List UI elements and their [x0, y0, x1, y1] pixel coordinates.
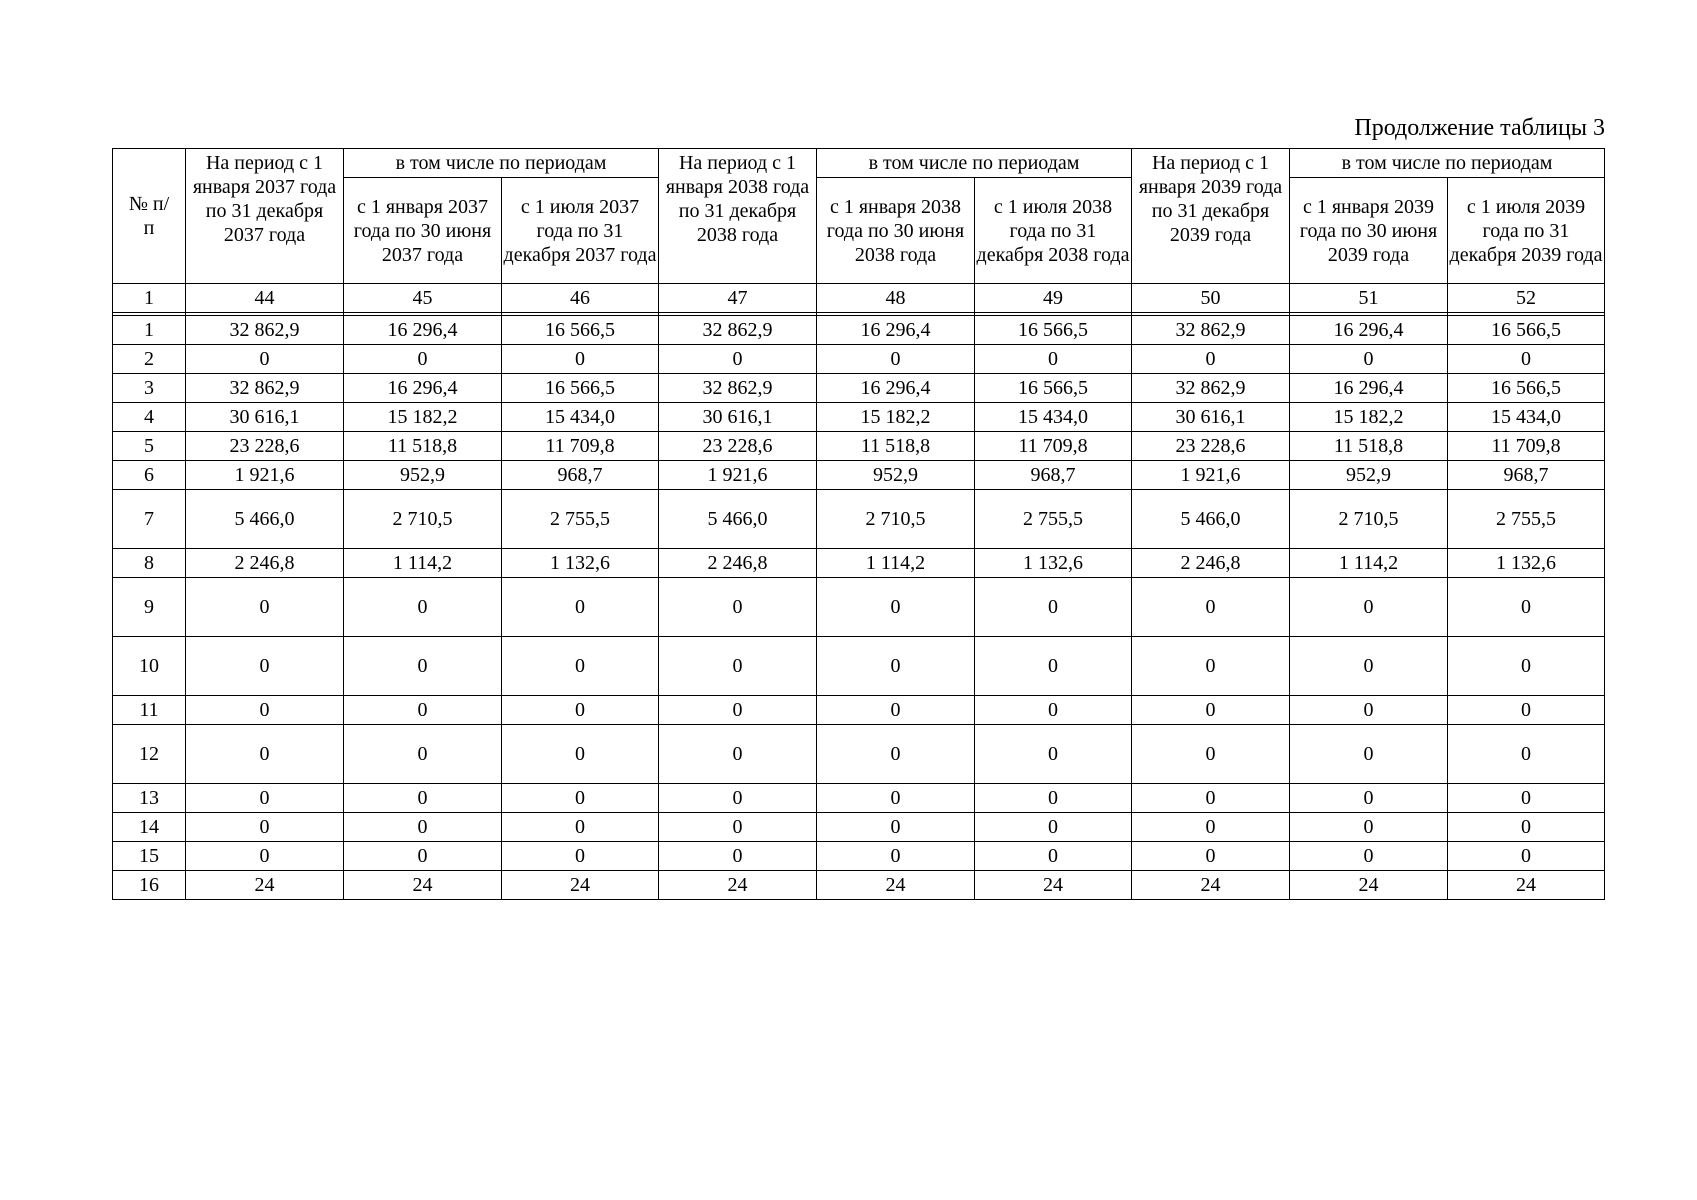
table-cell: 0: [1448, 637, 1605, 696]
table-cell: 0: [975, 784, 1132, 813]
row-number: 11: [113, 696, 186, 725]
table-cell: 5 466,0: [1132, 490, 1290, 549]
row-number: 2: [113, 345, 186, 374]
table-cell: 1 114,2: [344, 549, 502, 578]
column-number: 52: [1448, 284, 1605, 313]
table-cell: 0: [1290, 842, 1448, 871]
table-row: [113, 316, 1605, 345]
table-cell: 2 246,8: [659, 549, 817, 578]
table-cell: 0: [659, 784, 817, 813]
table-cell: 0: [659, 345, 817, 374]
table-cell: 30 616,1: [1132, 403, 1290, 432]
table-cell: 16 566,5: [1448, 316, 1605, 345]
header-h1-2037: с 1 января 2037 года по 30 июня 2037 года: [344, 178, 502, 284]
table-cell: 952,9: [817, 461, 975, 490]
table-cell: 0: [1132, 345, 1290, 374]
table-cell: 968,7: [975, 461, 1132, 490]
row-number: 16: [113, 871, 186, 900]
row-number: 8: [113, 549, 186, 578]
table-cell: 0: [502, 345, 659, 374]
table-cell: 16 566,5: [975, 316, 1132, 345]
table-cell: 2 710,5: [1290, 490, 1448, 549]
header-h2-2037: с 1 июля 2037 года по 31 декабря 2037 года: [502, 178, 659, 284]
table-cell: 1 921,6: [186, 461, 344, 490]
table-cell: 0: [659, 696, 817, 725]
row-number: 10: [113, 637, 186, 696]
table-cell: 0: [186, 784, 344, 813]
table-cell: 11 518,8: [1290, 432, 1448, 461]
table-cell: 0: [1132, 784, 1290, 813]
table-cell: 2 755,5: [502, 490, 659, 549]
table-cell: 0: [817, 345, 975, 374]
table-cell: 0: [502, 784, 659, 813]
table-cell: 32 862,9: [659, 316, 817, 345]
table-cell: 16 566,5: [1448, 374, 1605, 403]
table-row: [113, 637, 1605, 696]
header-h2-2038: с 1 июля 2038 года по 31 декабря 2038 года: [975, 178, 1132, 284]
row-number: 7: [113, 490, 186, 549]
row-number: 9: [113, 578, 186, 637]
table-cell: 16 566,5: [502, 316, 659, 345]
table-cell: 23 228,6: [186, 432, 344, 461]
table-cell: 16 566,5: [975, 374, 1132, 403]
table-cell: 0: [502, 637, 659, 696]
table-cell: 0: [1290, 345, 1448, 374]
table-cell: 2 710,5: [344, 490, 502, 549]
header-total-2038: На период с 1 января 2038 года по 31 декабря 2038 года: [659, 149, 817, 284]
row-number: 14: [113, 813, 186, 842]
table-cell: 32 862,9: [186, 374, 344, 403]
table-header: [113, 149, 1605, 284]
table-cell: 0: [1132, 725, 1290, 784]
column-number: 45: [344, 284, 502, 313]
row-number: 12: [113, 725, 186, 784]
table-cell: 1 114,2: [817, 549, 975, 578]
table-cell: 0: [1132, 578, 1290, 637]
table-row: [113, 696, 1605, 725]
row-number: 3: [113, 374, 186, 403]
table-cell: 16 296,4: [1290, 374, 1448, 403]
table-cell: 0: [1448, 578, 1605, 637]
table-cell: 24: [1132, 871, 1290, 900]
header-group-2037: в том числе по периодам: [344, 149, 659, 178]
row-number: 6: [113, 461, 186, 490]
table-cell: 0: [186, 842, 344, 871]
table-cell: 0: [817, 784, 975, 813]
table-cell: 0: [344, 696, 502, 725]
table-cell: 11 518,8: [817, 432, 975, 461]
table-cell: 0: [502, 842, 659, 871]
table-cell: 23 228,6: [659, 432, 817, 461]
table-cell: 0: [502, 725, 659, 784]
table-cell: 15 434,0: [1448, 403, 1605, 432]
table-cell: 32 862,9: [659, 374, 817, 403]
table-row: [113, 842, 1605, 871]
table-row: [113, 461, 1605, 490]
row-number: 4: [113, 403, 186, 432]
table-cell: 0: [659, 725, 817, 784]
table-cell: 16 296,4: [817, 374, 975, 403]
table-cell: 0: [502, 578, 659, 637]
table-cell: 0: [975, 345, 1132, 374]
table-cell: 0: [1290, 696, 1448, 725]
table-cell: 0: [186, 578, 344, 637]
table-cell: 0: [817, 637, 975, 696]
table-row: [113, 432, 1605, 461]
column-number-row: [113, 284, 1605, 313]
table-cell: 0: [817, 696, 975, 725]
header-h1-2039: с 1 января 2039 года по 30 июня 2039 года: [1290, 178, 1448, 284]
table-cell: 24: [1290, 871, 1448, 900]
table-cell: 0: [817, 725, 975, 784]
table-cell: 0: [344, 578, 502, 637]
table-cell: 0: [1132, 813, 1290, 842]
table-cell: 0: [975, 637, 1132, 696]
table-row: [113, 374, 1605, 403]
table-cell: 0: [1132, 696, 1290, 725]
table-cell: 0: [975, 578, 1132, 637]
table-cell: 968,7: [502, 461, 659, 490]
column-number: 1: [113, 284, 186, 313]
table-cell: 0: [1448, 725, 1605, 784]
header-group-2038: в том числе по периодам: [817, 149, 1132, 178]
table-cell: 16 296,4: [817, 316, 975, 345]
table-row: [113, 725, 1605, 784]
table-cell: 0: [344, 842, 502, 871]
table-cell: 15 182,2: [1290, 403, 1448, 432]
table-cell: 1 921,6: [1132, 461, 1290, 490]
table-cell: 0: [1448, 696, 1605, 725]
table-cell: 32 862,9: [1132, 374, 1290, 403]
column-number: 48: [817, 284, 975, 313]
table-cell: 1 132,6: [1448, 549, 1605, 578]
header-total-2037: На период с 1 января 2037 года по 31 декабря 2037 года: [186, 149, 344, 284]
table-cell: 0: [186, 345, 344, 374]
table-cell: 23 228,6: [1132, 432, 1290, 461]
table-cell: 0: [975, 813, 1132, 842]
header-num: № п/п: [113, 149, 186, 284]
table-cell: 30 616,1: [659, 403, 817, 432]
table-cell: 11 709,8: [975, 432, 1132, 461]
table-row: [113, 403, 1605, 432]
table-cell: 0: [344, 813, 502, 842]
table-cell: 0: [186, 813, 344, 842]
table-cell: 16 296,4: [344, 374, 502, 403]
table-cell: 24: [659, 871, 817, 900]
column-number: 49: [975, 284, 1132, 313]
table-row: [113, 813, 1605, 842]
table-row: [113, 345, 1605, 374]
table-cell: 1 921,6: [659, 461, 817, 490]
table-cell: 0: [1290, 784, 1448, 813]
table-cell: 0: [344, 725, 502, 784]
table-cell: 0: [659, 813, 817, 842]
table-cell: 0: [817, 578, 975, 637]
table-cell: 15 434,0: [502, 403, 659, 432]
table-cell: 0: [1448, 842, 1605, 871]
table-cell: 0: [344, 637, 502, 696]
table-cell: 32 862,9: [1132, 316, 1290, 345]
row-number: 15: [113, 842, 186, 871]
table-cell: 2 246,8: [186, 549, 344, 578]
header-h2-2039: с 1 июля 2039 года по 31 декабря 2039 года: [1448, 178, 1605, 284]
table-cell: 15 434,0: [975, 403, 1132, 432]
table-cell: 15 182,2: [344, 403, 502, 432]
table-cell: 5 466,0: [659, 490, 817, 549]
table-cell: 24: [186, 871, 344, 900]
table-cell: 2 755,5: [975, 490, 1132, 549]
table-cell: 0: [1290, 813, 1448, 842]
table-cell: 0: [975, 696, 1132, 725]
table-cell: 16 296,4: [344, 316, 502, 345]
table-cell: 0: [1290, 637, 1448, 696]
table-cell: 16 296,4: [1290, 316, 1448, 345]
table-cell: 11 709,8: [1448, 432, 1605, 461]
column-number: 47: [659, 284, 817, 313]
table-cell: 0: [1132, 637, 1290, 696]
data-table: [112, 148, 1605, 900]
table-cell: 1 114,2: [1290, 549, 1448, 578]
header-total-2039: На период с 1 января 2039 года по 31 декабря 2039 года: [1132, 149, 1290, 284]
table-cell: 16 566,5: [502, 374, 659, 403]
table-cell: 952,9: [344, 461, 502, 490]
table-cell: 0: [817, 813, 975, 842]
table-cell: 0: [659, 578, 817, 637]
table-cell: 0: [1448, 813, 1605, 842]
table-row: [113, 578, 1605, 637]
table-cell: 11 709,8: [502, 432, 659, 461]
column-number: 50: [1132, 284, 1290, 313]
table-cell: 0: [1448, 345, 1605, 374]
table-cell: 0: [502, 813, 659, 842]
table-cell: 1 132,6: [502, 549, 659, 578]
table-caption: Продолжение таблицы 3: [1354, 115, 1605, 141]
table-cell: 0: [186, 696, 344, 725]
table-cell: 0: [975, 725, 1132, 784]
table-cell: 2 755,5: [1448, 490, 1605, 549]
table-cell: 32 862,9: [186, 316, 344, 345]
table-cell: 0: [659, 637, 817, 696]
table-cell: 0: [975, 842, 1132, 871]
table-cell: 15 182,2: [817, 403, 975, 432]
row-number: 13: [113, 784, 186, 813]
table-cell: 24: [975, 871, 1132, 900]
table-cell: 0: [186, 637, 344, 696]
table-row: [113, 549, 1605, 578]
table-cell: 0: [186, 725, 344, 784]
table-cell: 0: [502, 696, 659, 725]
table-cell: 2 710,5: [817, 490, 975, 549]
column-number: 46: [502, 284, 659, 313]
row-number: 5: [113, 432, 186, 461]
table-cell: 0: [659, 842, 817, 871]
table-cell: 0: [344, 345, 502, 374]
table-cell: 30 616,1: [186, 403, 344, 432]
table-cell: 0: [1132, 842, 1290, 871]
table-cell: 24: [344, 871, 502, 900]
table-row: [113, 490, 1605, 549]
table-cell: 24: [502, 871, 659, 900]
table-cell: 0: [1290, 578, 1448, 637]
table-cell: 968,7: [1448, 461, 1605, 490]
table-cell: 1 132,6: [975, 549, 1132, 578]
table-cell: 24: [1448, 871, 1605, 900]
column-number: 51: [1290, 284, 1448, 313]
table-cell: 0: [1448, 784, 1605, 813]
table-cell: 24: [817, 871, 975, 900]
table-cell: 952,9: [1290, 461, 1448, 490]
table-cell: 5 466,0: [186, 490, 344, 549]
table-cell: 0: [817, 842, 975, 871]
table-body: [113, 284, 1605, 900]
table-cell: 2 246,8: [1132, 549, 1290, 578]
table-row: [113, 784, 1605, 813]
header-h1-2038: с 1 января 2038 года по 30 июня 2038 года: [817, 178, 975, 284]
table-row: [113, 871, 1605, 900]
column-number: 44: [186, 284, 344, 313]
header-group-2039: в том числе по периодам: [1290, 149, 1605, 178]
table-cell: 0: [344, 784, 502, 813]
table-cell: 11 518,8: [344, 432, 502, 461]
row-number: 1: [113, 316, 186, 345]
table-cell: 0: [1290, 725, 1448, 784]
